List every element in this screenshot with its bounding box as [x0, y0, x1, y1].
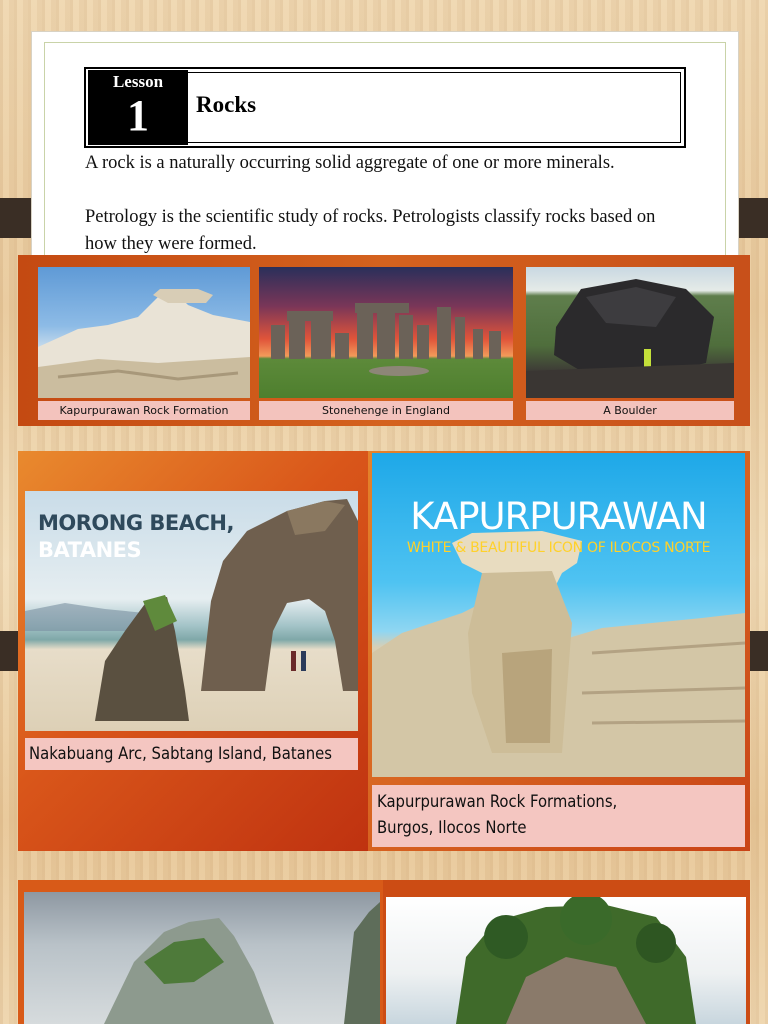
photo-kapurpurawan: [38, 267, 250, 398]
caption-kapurpurawan: Kapurpurawan Rock Formation: [38, 401, 250, 420]
photo-morong-beach: [25, 491, 358, 731]
overlay-morong-title: MORONG BEACH,: [38, 511, 234, 535]
photo-rock-island-right: [386, 897, 746, 1024]
paragraph-petrology: Petrology is the scientific study of rocks. Petrologists classify rocks based on how they were formed.: [85, 207, 656, 254]
lesson-label: Lesson: [112, 72, 164, 91]
overlay-kapurpurawan-title: KAPURPURAWAN: [410, 495, 707, 538]
photo-boulder: [526, 267, 734, 398]
photo-stonehenge: [259, 267, 513, 398]
caption-nakabuang-arc: Nakabuang Arc, Sabtang Island, Batanes: [25, 738, 358, 770]
caption-boulder: A Boulder: [526, 401, 734, 420]
overlay-kapurpurawan-sub: WHITE & BEAUTIFUL ICON OF ILOCOS NORTE: [406, 540, 711, 556]
lesson-title: Rocks: [196, 92, 257, 117]
overlay-morong-sub: BATANES: [38, 538, 142, 562]
paragraph-rock-definition: A rock is a naturally occurring solid aggregate of one or more minerals.: [85, 153, 615, 173]
lesson-number-block: [88, 70, 188, 145]
photo-rock-island-left: [24, 892, 380, 1024]
photo-kapurpurawan-large: [372, 453, 745, 777]
lesson-number: 1: [127, 91, 149, 140]
caption-kapurpurawan-burgos: Kapurpurawan Rock Formations, Burgos, Ilocos Norte: [372, 785, 745, 847]
caption-stonehenge: Stonehenge in England: [259, 401, 513, 420]
